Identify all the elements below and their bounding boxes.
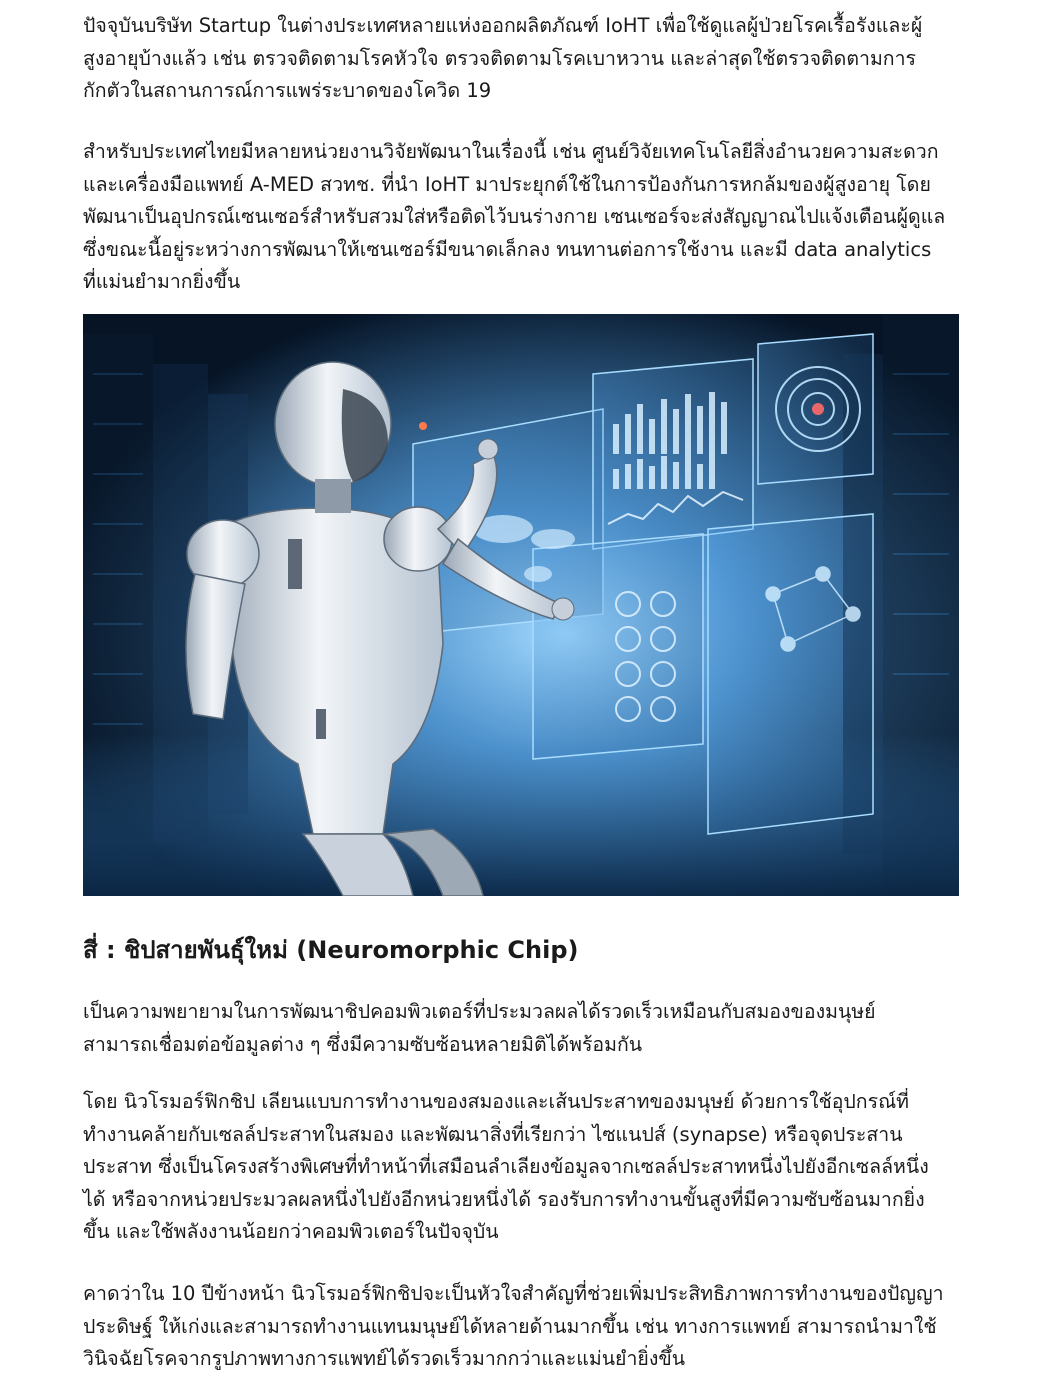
text-line: กักตัวในสถานการณ์การแพร่ระบาดของโควิด 19	[83, 79, 492, 102]
text-line: โดย นิวโรมอร์ฟิกชิป เลียนแบบการทำงานของสมองและเส้นประสาทของมนุษย์ ด้วยการใช้อุปกรณ์ที่	[83, 1090, 910, 1113]
text-line: ทำงานคล้ายกับเซลล์ประสาทในสมอง และพัฒนาสิ่งที่เรียกว่า ไซแนปส์ (synapse) หรือจุดประสาน	[83, 1122, 903, 1146]
text-line: วินิจฉัยโรคจากรูปภาพทางการแพทย์ได้รวดเร็วมากกว่าและแม่นยำยิ่งขึ้น	[83, 1347, 686, 1370]
section-heading: สี่ : ชิปสายพันธุ์ใหม่ (Neuromorphic Chip)	[83, 936, 579, 964]
text-line: ซึ่งขณะนี้อยู่ระหว่างการพัฒนาให้เซนเซอร์มีขนาดเล็กลง ทนทานต่อการใช้งาน และมี data analytics	[83, 237, 932, 261]
text-line: ขึ้น และใช้พลังงานน้อยกว่าคอมพิวเตอร์ในปัจจุบัน	[83, 1220, 499, 1243]
radar-icon	[776, 367, 860, 451]
neuromorphic-outlook-paragraph	[83, 1278, 944, 1376]
text-line: ประดิษฐ์ ให้เก่งและสามารถทำงานแทนมนุษย์ได้หลายด้านมากขึ้น เช่น ทางการแพทย์ สามารถนำมาใช้	[83, 1314, 937, 1338]
robot-hologram-figure	[83, 314, 959, 896]
text-line: สำหรับประเทศไทยมีหลายหน่วยงานวิจัยพัฒนาในเรื่องนี้ เช่น ศูนย์วิจัยเทคโนโลยีสิ่งอำนวยความสะดวก	[83, 140, 939, 163]
text-line: ที่แม่นยำมากยิ่งขึ้น	[83, 270, 241, 293]
robot-hologram-illustration	[83, 314, 959, 896]
text-line: ได้ หรือจากหน่วยประมวลผลหนึ่งไปยังอีกหน่วยหนึ่งได้ รองรับการทำงานขั้นสูงที่มีความซับซ้อนมากยิ่ง	[83, 1187, 925, 1211]
text-line: สามารถเชื่อมต่อข้อมูลต่าง ๆ ซึ่งมีความซับซ้อนหลายมิติได้พร้อมกัน	[83, 1032, 643, 1056]
text-line: เป็นความพยายามในการพัฒนาชิปคอมพิวเตอร์ที่ประมวลผลได้รวดเร็วเหมือนกับสมองของมนุษย์	[83, 1000, 876, 1023]
text-line: ปัจจุบันบริษัท Startup ในต่างประเทศหลายแห่งออกผลิตภัณฑ์ IoHT เพื่อใช้ดูแลผู้ป่วยโรคเรื้อรังและผู้	[83, 14, 923, 37]
neuromorphic-detail-paragraph	[83, 1086, 929, 1249]
thailand-paragraph	[83, 136, 945, 299]
text-line: และเครื่องมือแพทย์ A-MED สวทช. ที่นำ IoHT มาประยุกต์ใช้ในการป้องกันการหกล้มของผู้สูงอายุ โดย	[83, 172, 931, 196]
text-line: ประสาท ซึ่งเป็นโครงสร้างพิเศษที่ทำหน้าที่เสมือนลำเลียงข้อมูลจากเซลล์ประสาทหนึ่งไปยังอีกเซลล์หนึ่ง	[83, 1155, 929, 1178]
text-line: คาดว่าใน 10 ปีข้างหน้า นิวโรมอร์ฟิกชิปจะเป็นหัวใจสำคัญที่ช่วยเพิ่มประสิทธิภาพการทำงานของปัญญา	[83, 1282, 944, 1305]
intro-paragraph	[83, 10, 922, 108]
text-line: พัฒนาเป็นอุปกรณ์เซนเซอร์สำหรับสวมใส่หรือติดไว้บนร่างกาย เซนเซอร์จะส่งสัญญาณไปแจ้งเตือนผู้ดูแล	[83, 205, 946, 228]
text-line: สูงอายุบ้างแล้ว เช่น ตรวจติดตามโรคหัวใจ ตรวจติดตามโรคเบาหวาน และล่าสุดใช้ตรวจติดตามการ	[83, 46, 917, 70]
neuromorphic-intro-paragraph	[83, 996, 876, 1061]
